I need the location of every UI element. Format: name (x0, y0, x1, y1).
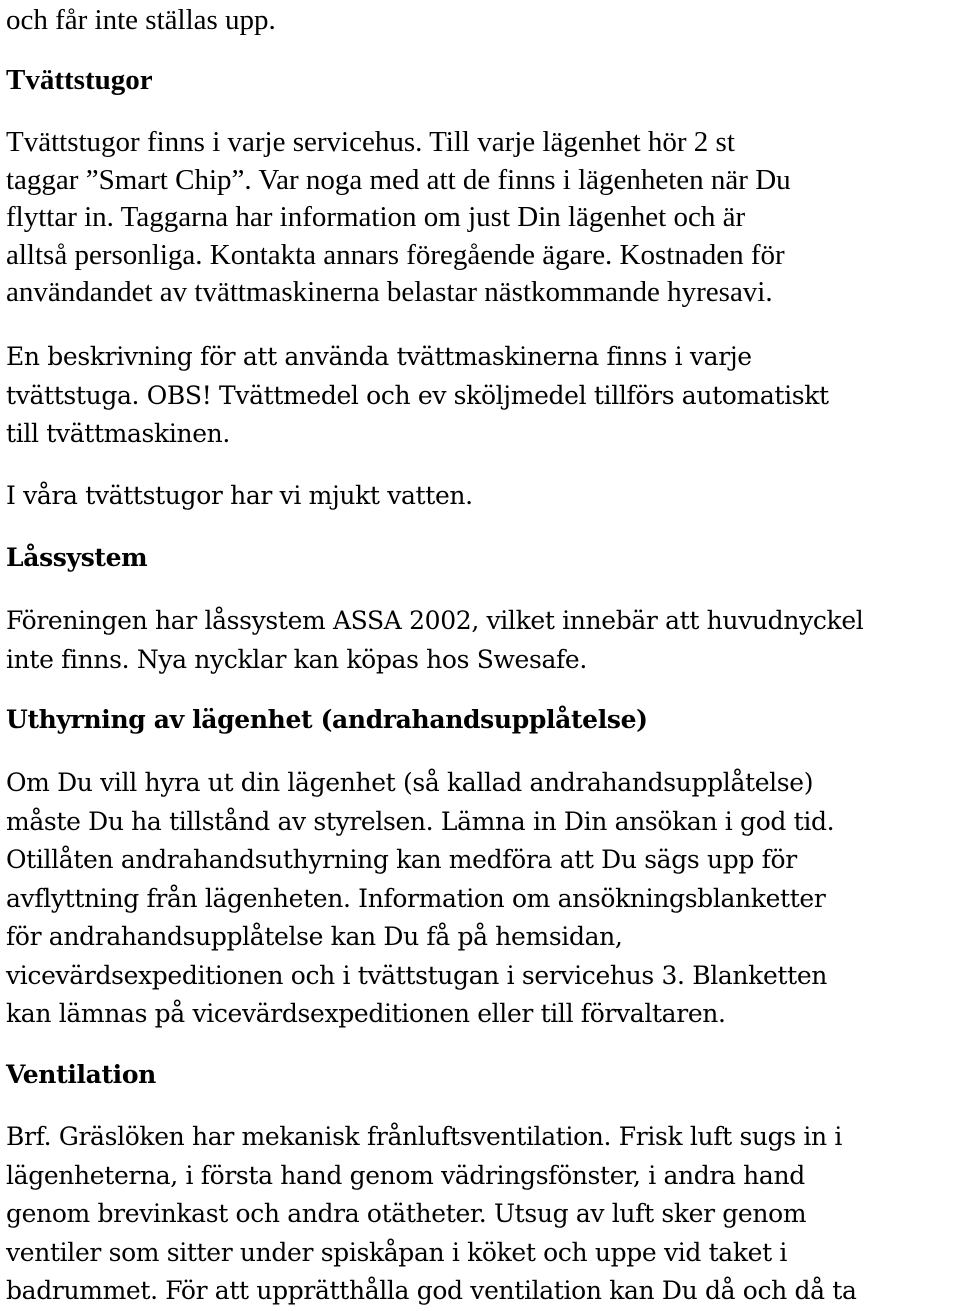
text-line: lägenheterna, i första hand genom vädringsfönster, i andra hand (6, 1160, 805, 1190)
paragraph-tvattstugor-3 (6, 477, 473, 516)
paragraph-uthyrning-1 (6, 764, 834, 1034)
heading-uthyrning: Uthyrning av lägenhet (andrahandsupplåtelse) (6, 705, 648, 734)
heading-lassystem: Låssystem (6, 543, 148, 572)
text-line: En beskrivning för att använda tvättmaskinerna finns i varje (6, 342, 752, 371)
text-line: flyttar in. Taggarna har information om just Din lägenhet och är (6, 201, 746, 233)
paragraph-tvattstugor-2 (6, 338, 829, 454)
text-line: användandet av tvättmaskinerna belastar nästkommande hyresavi. (6, 276, 773, 308)
text-line: genom brevinkast och andra otätheter. Utsug av luft sker genom (6, 1199, 807, 1228)
text-line: kan lämnas på vicevärdsexpeditionen eller till förvaltaren. (6, 999, 726, 1028)
intro-text (6, 2, 276, 40)
text-line: Om Du vill hyra ut din lägenhet (så kallad andrahandsupplåtelse) (6, 768, 814, 797)
text-line: alltså personliga. Kontakta annars föregående ägare. Kostnaden för (6, 238, 785, 271)
text-line: badrummet. För att upprätthålla god ventilation kan Du då och då ta (6, 1276, 857, 1305)
paragraph-tvattstugor-1 (6, 124, 791, 312)
heading-tvattstugor: Tvättstugor (6, 64, 153, 96)
text-line: Brf. Gräslöken har mekanisk frånluftsventilation. Frisk luft sugs in i (6, 1122, 843, 1151)
paragraph-lassystem-1 (6, 602, 863, 679)
heading-ventilation: Ventilation (6, 1060, 156, 1089)
text-line: I våra tvättstugor har vi mjukt vatten. (6, 481, 473, 510)
text-line: inte finns. Nya nycklar kan köpas hos Swesafe. (6, 644, 587, 674)
text-line: Otillåten andrahandsuthyrning kan medföra att Du sägs upp för (6, 845, 797, 874)
text-line: tvättstuga. OBS! Tvättmedel och ev sköljmedel tillförs automatiskt (6, 380, 829, 410)
text-line: till tvättmaskinen. (6, 419, 231, 448)
text-line: för andrahandsupplåtelse kan Du få på hemsidan, (6, 922, 623, 951)
paragraph-ventilation-1 (6, 1118, 857, 1311)
text-line: avflyttning från lägenheten. Information om ansökningsblanketter (6, 883, 826, 913)
text-line: taggar ”Smart Chip”. Var noga med att de finns i lägenheten när Du (6, 163, 791, 196)
text-line: Föreningen har låssystem ASSA 2002, vilket innebär att huvudnyckel (6, 606, 864, 635)
text-line: ventiler som sitter under spiskåpan i köket och uppe vid taket i (6, 1237, 788, 1267)
text-line: vicevärdsexpeditionen och i tvättstugan i servicehus 3. Blanketten (6, 960, 828, 990)
text-line: Tvättstugor finns i varje servicehus. Till varje lägenhet hör 2 st (6, 126, 735, 158)
text-line: måste Du ha tillstånd av styrelsen. Lämna in Din ansökan i god tid. (6, 806, 835, 836)
intro-line: och får inte ställas upp. (6, 4, 276, 36)
